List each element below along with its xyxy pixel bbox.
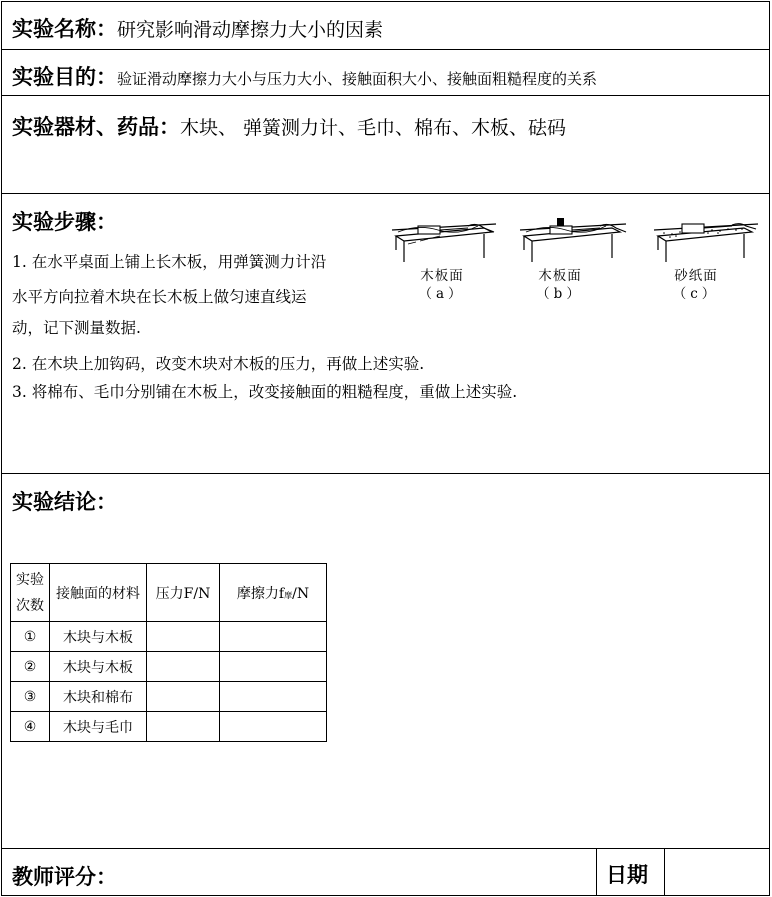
step3: 3. 将棉布、毛巾分别铺在木板上，改变接触面的粗糙程度，重做上述实验. — [12, 383, 518, 401]
footer-divider — [664, 849, 665, 895]
figure-a-surface: 木板面 — [420, 268, 464, 284]
table-header-row — [11, 564, 327, 622]
purpose-value: 验证滑动摩擦力大小与压力大小、接触面积大小、接触面粗糙程度的关系 — [117, 70, 598, 88]
row-pressure[interactable] — [147, 652, 220, 682]
purpose-row — [1, 49, 770, 95]
figure-b — [518, 214, 638, 302]
figure-a — [388, 214, 508, 302]
header-trial — [11, 564, 50, 622]
row-material: 木块和棉布 — [50, 682, 147, 712]
figure-c — [652, 214, 770, 302]
experiment-materials — [12, 111, 566, 141]
row-material: 木块与木板 — [50, 622, 147, 652]
header-friction-unit: /N — [292, 585, 310, 602]
materials-value: 木块、 弹簧测力计、毛巾、棉布、木板、砝码 — [180, 117, 567, 139]
experiment-purpose — [12, 61, 597, 91]
data-table — [10, 563, 327, 742]
table-row — [11, 652, 327, 682]
name-value: 研究影响滑动摩擦力大小的因素 — [117, 19, 384, 41]
figure-b-surface: 木板面 — [538, 268, 582, 284]
row-trial: ② — [11, 652, 50, 682]
header-friction — [220, 564, 327, 622]
figure-c-tag: （c） — [672, 286, 720, 302]
bottom-border — [1, 895, 770, 896]
footer-row — [1, 848, 770, 895]
date-label: 日期 — [606, 863, 648, 887]
footer-divider — [596, 849, 597, 895]
row-friction[interactable] — [220, 652, 327, 682]
row-pressure[interactable] — [147, 712, 220, 742]
row-trial: ③ — [11, 682, 50, 712]
materials-row — [1, 95, 770, 193]
table-row — [11, 682, 327, 712]
header-trial-line1: 实验 — [16, 571, 44, 588]
step1-line2: 水平方向拉着木块在长木板上做匀速直线运 — [12, 288, 307, 306]
row-material: 木块与毛巾 — [50, 712, 147, 742]
row-pressure[interactable] — [147, 622, 220, 652]
figure-b-tag: （b） — [536, 286, 584, 302]
teacher-score-label: 教师评分： — [12, 865, 117, 889]
table-board-illustration-a — [388, 214, 508, 264]
row-material: 木块与木板 — [50, 652, 147, 682]
figure-a-tag: （a） — [418, 286, 466, 302]
steps-label: 实验步骤： — [12, 210, 117, 234]
table-row — [11, 712, 327, 742]
step1-line3: 动，记下测量数据. — [12, 319, 141, 337]
header-trial-line2: 次数 — [16, 597, 44, 614]
purpose-label: 实验目的： — [12, 65, 117, 89]
experiment-name — [12, 13, 383, 43]
name-row — [1, 1, 770, 49]
steps-row — [1, 193, 770, 473]
figure-c-surface: 砂纸面 — [674, 268, 718, 284]
table-board-weight-illustration-b — [518, 214, 638, 264]
row-friction[interactable] — [220, 622, 327, 652]
conclusion-label: 实验结论： — [12, 490, 117, 514]
row-friction[interactable] — [220, 712, 327, 742]
table-sandpaper-illustration-c — [652, 214, 770, 264]
row-trial: ① — [11, 622, 50, 652]
materials-label: 实验器材、药品： — [12, 115, 180, 139]
step2: 2. 在木块上加钩码，改变木块对木板的压力，再做上述实验. — [12, 355, 425, 373]
row-friction[interactable] — [220, 682, 327, 712]
header-friction-sub: 摩 — [284, 590, 293, 600]
header-friction-main: 摩擦力f — [236, 585, 285, 602]
row-trial: ④ — [11, 712, 50, 742]
table-row — [11, 622, 327, 652]
step1-line1: 1. 在水平桌面上铺上长木板，用弹簧测力计沿 — [12, 253, 327, 271]
row-pressure[interactable] — [147, 682, 220, 712]
header-pressure: 压力F/N — [147, 564, 220, 622]
name-label: 实验名称： — [12, 17, 117, 41]
header-material: 接触面的材料 — [50, 564, 147, 622]
